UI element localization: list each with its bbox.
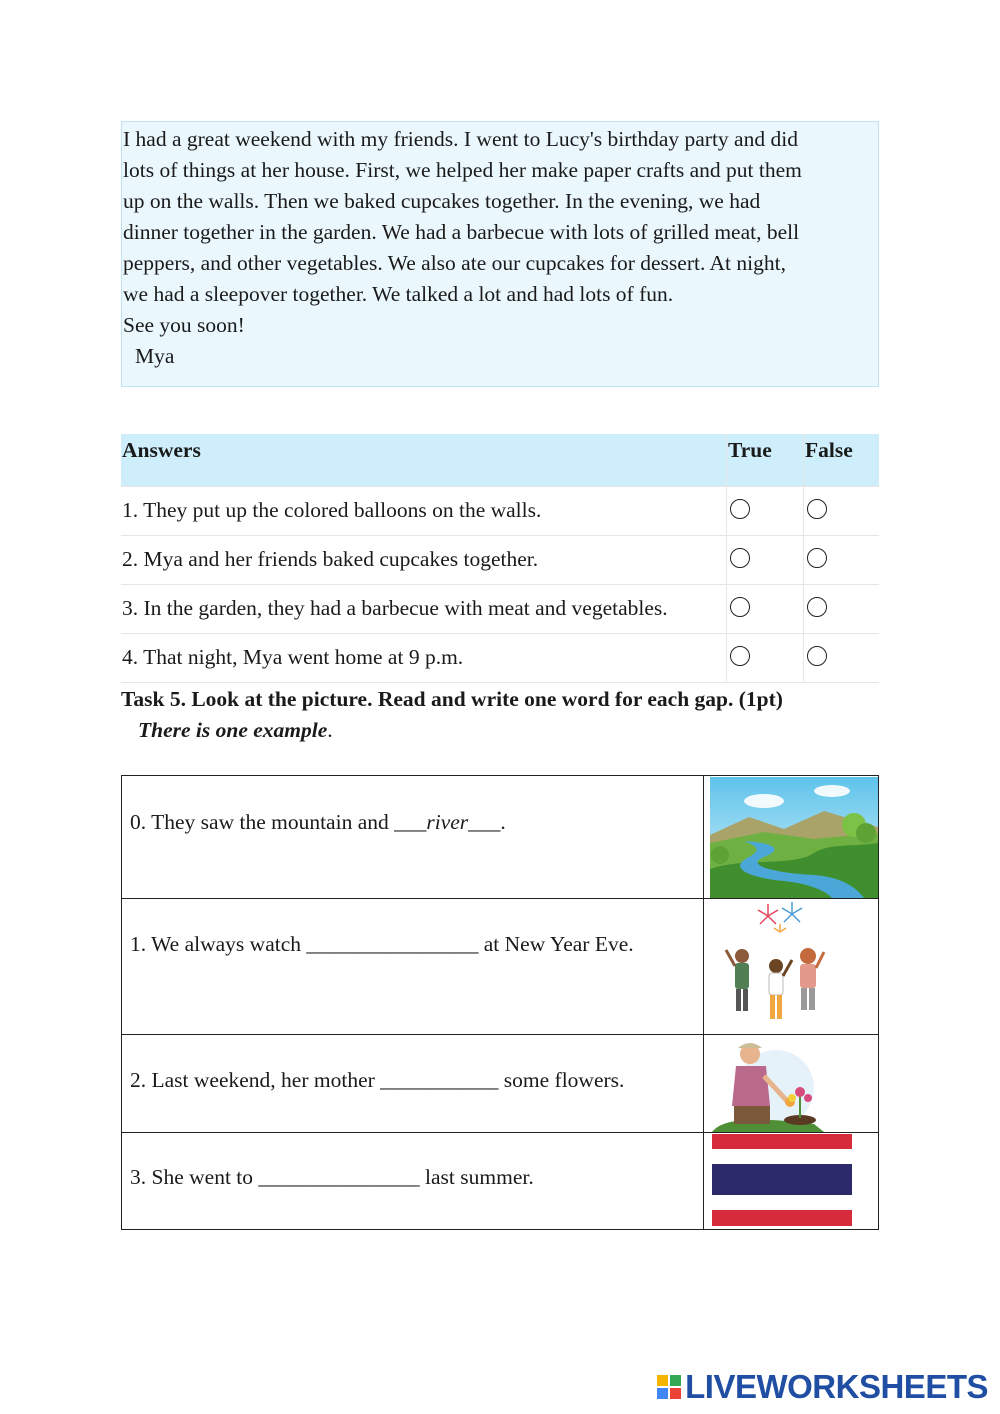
false-cell bbox=[804, 633, 880, 682]
passage-closing: See you soon! bbox=[123, 313, 245, 337]
statement: 3. In the garden, they had a barbecue with meat and vegetables. bbox=[121, 584, 727, 633]
passage-line: peppers, and other vegetables. We also ate our cupcakes for dessert. At night, bbox=[123, 251, 786, 275]
children-fireworks-icon bbox=[704, 900, 878, 1034]
passage-line: dinner together in the garden. We had a barbecue with lots of grilled meat, bell bbox=[123, 220, 800, 244]
true-cell bbox=[727, 486, 804, 535]
table-row bbox=[122, 899, 879, 1035]
false-radio-3[interactable] bbox=[807, 597, 827, 617]
brand-text: LIVEWORKSHEETS bbox=[685, 1368, 988, 1405]
table-row bbox=[121, 584, 879, 633]
thailand-flag-icon bbox=[704, 1134, 878, 1229]
q0-example-answer: river bbox=[426, 810, 469, 834]
liveworksheets-logo bbox=[657, 1368, 988, 1406]
q0-prefix: 0. They saw the mountain and ___ bbox=[130, 810, 427, 834]
question-2 bbox=[122, 1035, 704, 1133]
flag-picture bbox=[704, 1133, 879, 1230]
question-0 bbox=[122, 776, 704, 899]
woman-planting-flowers-icon bbox=[704, 1036, 878, 1132]
true-radio-3[interactable] bbox=[730, 597, 750, 617]
false-cell bbox=[804, 584, 880, 633]
q1-suffix: at New Year Eve. bbox=[478, 932, 634, 956]
passage-line: we had a sleepover together. We talked a lot and had lots of fun. bbox=[123, 282, 674, 306]
task5-title: Task 5. Look at the picture. Read and write one word for each gap. (1pt) bbox=[121, 687, 783, 711]
false-radio-1[interactable] bbox=[807, 499, 827, 519]
true-radio-1[interactable] bbox=[730, 499, 750, 519]
header-true: True bbox=[727, 434, 804, 486]
statement: 1. They put up the colored balloons on the walls. bbox=[121, 486, 727, 535]
passage-line: lots of things at her house. First, we helped her make paper crafts and put them bbox=[123, 158, 802, 182]
statement: 2. Mya and her friends baked cupcakes together. bbox=[121, 535, 727, 584]
q3-answer-gap[interactable]: _______________ bbox=[258, 1165, 420, 1189]
gardening-picture bbox=[704, 1035, 879, 1133]
true-radio-4[interactable] bbox=[730, 646, 750, 666]
true-radio-2[interactable] bbox=[730, 548, 750, 568]
table-row bbox=[121, 486, 879, 535]
gap-fill-table bbox=[121, 775, 879, 1230]
true-cell bbox=[727, 535, 804, 584]
logo-grid-icon bbox=[657, 1375, 681, 1399]
passage-line: I had a great weekend with my friends. I went to Lucy's birthday party and did bbox=[123, 127, 798, 151]
q2-suffix: some flowers. bbox=[498, 1068, 625, 1092]
table-row bbox=[121, 535, 879, 584]
q3-prefix: 3. She went to bbox=[130, 1165, 259, 1189]
false-radio-2[interactable] bbox=[807, 548, 827, 568]
task5-subtitle: There is one example bbox=[138, 718, 328, 742]
reading-passage bbox=[121, 121, 879, 387]
header-false: False bbox=[804, 434, 880, 486]
table-row bbox=[122, 1133, 879, 1230]
statement: 4. That night, Mya went home at 9 p.m. bbox=[121, 633, 727, 682]
q2-answer-gap[interactable]: ___________ bbox=[380, 1068, 499, 1092]
task5-subtitle-line bbox=[121, 715, 783, 746]
true-cell bbox=[727, 584, 804, 633]
false-radio-4[interactable] bbox=[807, 646, 827, 666]
true-cell bbox=[727, 633, 804, 682]
q2-prefix: 2. Last weekend, her mother bbox=[130, 1068, 381, 1092]
task5-heading bbox=[121, 684, 783, 746]
river-landscape-icon bbox=[704, 777, 878, 898]
passage-line: up on the walls. Then we baked cupcakes together. In the evening, we had bbox=[123, 189, 761, 213]
table-row bbox=[121, 633, 879, 682]
passage-signature: Mya bbox=[135, 344, 175, 368]
question-3 bbox=[122, 1133, 704, 1230]
q0-suffix: ___. bbox=[468, 810, 506, 834]
true-false-table bbox=[121, 434, 879, 683]
table-row bbox=[122, 776, 879, 899]
table-row bbox=[122, 1035, 879, 1133]
q1-answer-gap[interactable]: ________________ bbox=[306, 932, 479, 956]
false-cell bbox=[804, 486, 880, 535]
header-answers: Answers bbox=[121, 434, 727, 486]
q3-suffix: last summer. bbox=[419, 1165, 534, 1189]
false-cell bbox=[804, 535, 880, 584]
fireworks-picture bbox=[704, 899, 879, 1035]
task5-subtitle-end: . bbox=[327, 718, 333, 742]
table-header-row bbox=[121, 434, 879, 486]
q1-prefix: 1. We always watch bbox=[130, 932, 307, 956]
question-1 bbox=[122, 899, 704, 1035]
river-picture bbox=[704, 776, 879, 899]
